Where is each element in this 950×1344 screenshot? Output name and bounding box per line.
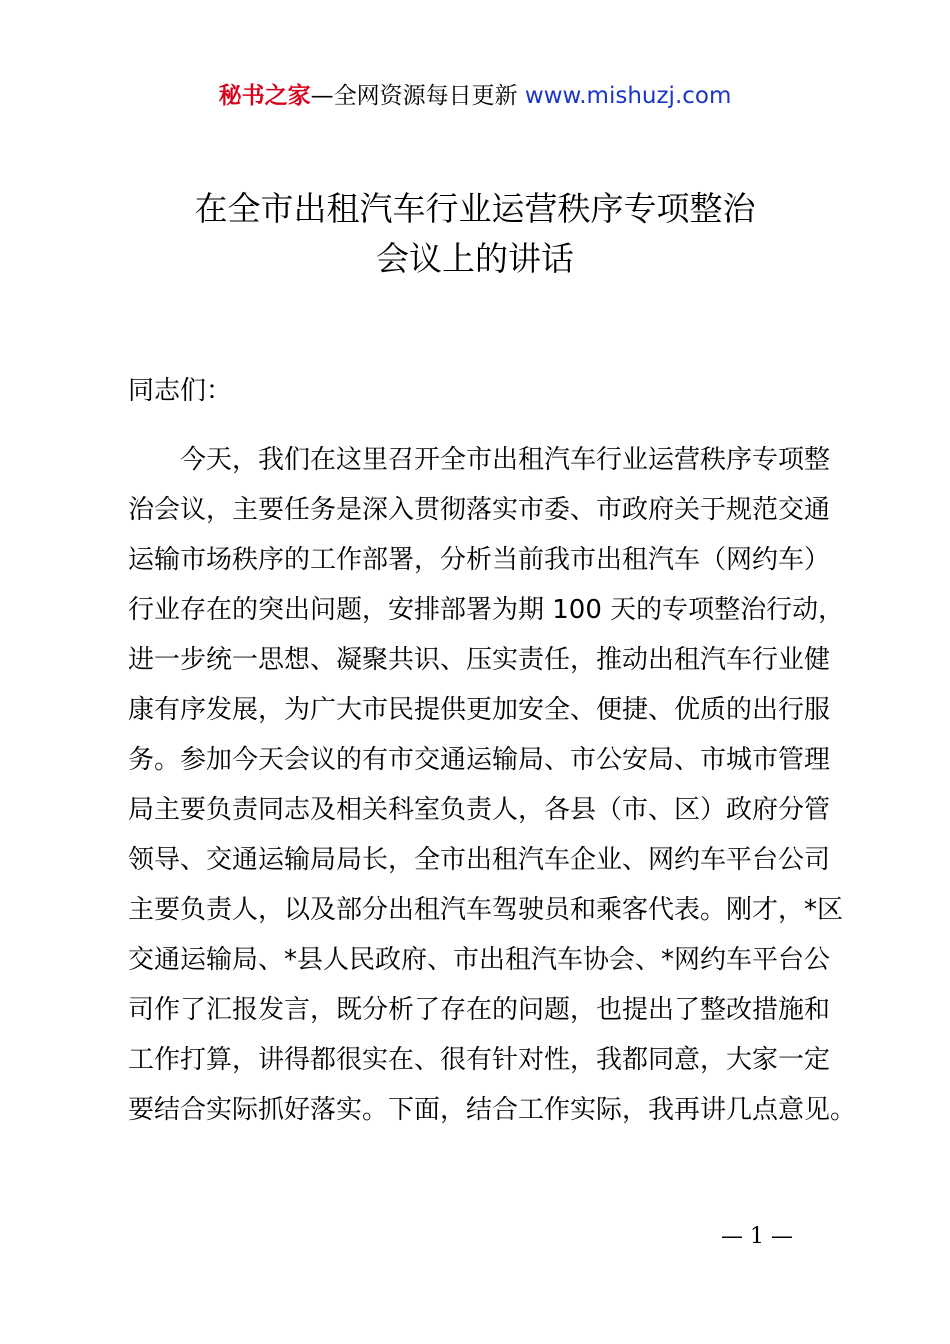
paragraph-line: 进一步统一思想、凝聚共识、压实责任，推动出租汽车行业健: [128, 645, 831, 675]
paragraph-line: 领导、交通运输局局长，全市出租汽车企业、网约车平台公司: [128, 845, 831, 875]
paragraph-line: 治会议，主要任务是深入贯彻落实市委、市政府关于规范交通: [128, 495, 831, 525]
site-url-link[interactable]: www.mishuzj.com: [524, 83, 732, 109]
body-paragraph: [128, 435, 857, 1135]
paragraph-line: 主要负责人，以及部分出租汽车驾驶员和乘客代表。刚才，*区: [128, 895, 844, 925]
paragraph-line: 工作打算，讲得都很实在、很有针对性，我都同意，大家一定: [128, 1045, 831, 1075]
title-line-2: 会议上的讲话: [376, 239, 574, 278]
paragraph-line: 康有序发展，为广大市民提供更加安全、便捷、优质的出行服: [128, 695, 831, 725]
brand-name: 秘书之家: [218, 83, 311, 109]
paragraph-line: 司作了汇报发言，既分析了存在的问题，也提出了整改措施和: [128, 995, 831, 1025]
paragraph-line: 局主要负责同志及相关科室负责人，各县（市、区）政府分管: [128, 795, 831, 825]
document-title: [0, 184, 950, 284]
title-line-1: 在全市出租汽车行业运营秩序专项整治: [194, 189, 756, 228]
paragraph-line: 务。参加今天会议的有市交通运输局、市公安局、市城市管理: [128, 745, 831, 775]
paragraph-line: 行业存在的突出问题，安排部署为期 100 天的专项整治行动，: [128, 595, 845, 625]
page-number: — 1 —: [721, 1224, 793, 1249]
paragraph-line: 运输市场秩序的工作部署，分析当前我市出租汽车（网约车）: [128, 545, 831, 575]
site-header: [0, 80, 950, 112]
paragraph-line: 要结合实际抓好落实。下面，结合工作实际，我再讲几点意见。: [128, 1095, 857, 1125]
paragraph-line: 交通运输局、*县人民政府、市出租汽车协会、*网约车平台公: [128, 945, 831, 975]
header-tagline: —全网资源每日更新: [310, 83, 525, 109]
paragraph-line: 今天，我们在这里召开全市出租汽车行业运营秩序专项整: [180, 445, 831, 475]
salutation: 同志们：: [128, 376, 233, 406]
